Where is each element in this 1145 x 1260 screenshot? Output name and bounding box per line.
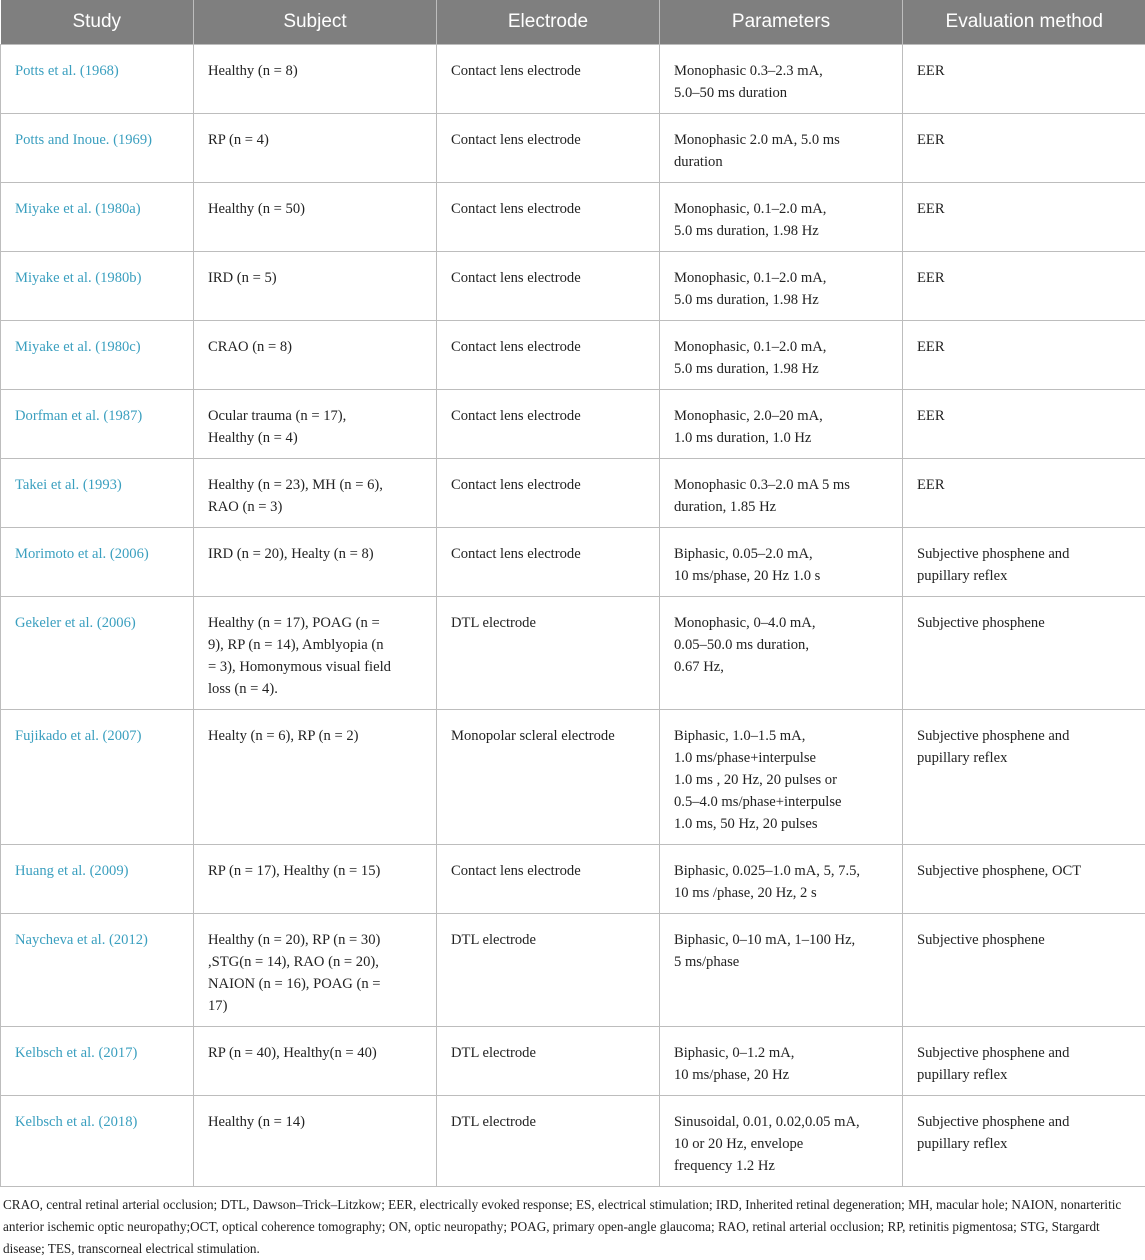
cell-study[interactable]: Kelbsch et al. (2017): [1, 1027, 194, 1096]
cell-study[interactable]: Huang et al. (2009): [1, 845, 194, 914]
cell-electrode: Contact lens electrode: [437, 114, 660, 183]
table-row: [1, 710, 1145, 845]
table-row: [1, 1096, 1145, 1187]
cell-subject: RP (n = 17), Healthy (n = 15): [194, 845, 437, 914]
cell-evaluation-method: EER: [903, 183, 1145, 252]
cell-electrode: DTL electrode: [437, 597, 660, 710]
cell-subject: Healthy (n = 50): [194, 183, 437, 252]
cell-subject: IRD (n = 5): [194, 252, 437, 321]
cell-subject: Healthy (n = 14): [194, 1096, 437, 1187]
table-footnote: CRAO, central retinal arterial occlusion; DTL, Dawson–Trick–Litzkow; EER, electrically evoked response; ES, electrical stimulation; IRD, Inherited retinal degeneration; MH, macular hole; NAION, nonarteritic anterior ischemic optic neuropathy;OCT, optical coherence tomography; ON, optic neuropathy; POAG, primary open-angle glaucoma; RAO, retinal arterial occlusion; RP, retinitis pigmentosa; STG, Stargardt disease; TES, transcorneal electrical stimulation.: [0, 1187, 1145, 1260]
cell-electrode: Contact lens electrode: [437, 528, 660, 597]
table-body: [1, 45, 1145, 1187]
cell-parameters: Monophasic 0.3–2.0 mA 5 ms duration, 1.85 Hz: [660, 459, 903, 528]
cell-electrode: Contact lens electrode: [437, 252, 660, 321]
cell-parameters: Biphasic, 1.0–1.5 mA, 1.0 ms/phase+interpulse 1.0 ms , 20 Hz, 20 pulses or 0.5–4.0 ms/phase+interpulse 1.0 ms, 50 Hz, 20 pulses: [660, 710, 903, 845]
cell-electrode: DTL electrode: [437, 914, 660, 1027]
cell-parameters: Biphasic, 0.05–2.0 mA, 10 ms/phase, 20 Hz 1.0 s: [660, 528, 903, 597]
table-row: [1, 45, 1145, 114]
cell-study[interactable]: Naycheva et al. (2012): [1, 914, 194, 1027]
cell-parameters: Monophasic 2.0 mA, 5.0 ms duration: [660, 114, 903, 183]
cell-study[interactable]: Potts et al. (1968): [1, 45, 194, 114]
cell-electrode: Contact lens electrode: [437, 45, 660, 114]
table-row: [1, 390, 1145, 459]
cell-evaluation-method: Subjective phosphene: [903, 597, 1145, 710]
cell-electrode: DTL electrode: [437, 1096, 660, 1187]
cell-evaluation-method: Subjective phosphene and pupillary reflex: [903, 710, 1145, 845]
cell-subject: RP (n = 40), Healthy(n = 40): [194, 1027, 437, 1096]
cell-parameters: Monophasic, 0.1–2.0 mA, 5.0 ms duration, 1.98 Hz: [660, 321, 903, 390]
cell-study[interactable]: Miyake et al. (1980b): [1, 252, 194, 321]
cell-evaluation-method: Subjective phosphene, OCT: [903, 845, 1145, 914]
cell-study[interactable]: Gekeler et al. (2006): [1, 597, 194, 710]
header-subject: Subject: [194, 0, 437, 45]
table-row: [1, 252, 1145, 321]
cell-subject: Healthy (n = 8): [194, 45, 437, 114]
cell-evaluation-method: EER: [903, 459, 1145, 528]
cell-subject: Healty (n = 6), RP (n = 2): [194, 710, 437, 845]
cell-parameters: Biphasic, 0–1.2 mA, 10 ms/phase, 20 Hz: [660, 1027, 903, 1096]
cell-study[interactable]: Morimoto et al. (2006): [1, 528, 194, 597]
header-electrode: Electrode: [437, 0, 660, 45]
table-header-row: [1, 0, 1145, 45]
cell-electrode: Monopolar scleral electrode: [437, 710, 660, 845]
cell-parameters: Monophasic 0.3–2.3 mA, 5.0–50 ms duration: [660, 45, 903, 114]
table-row: [1, 459, 1145, 528]
table-row: [1, 845, 1145, 914]
table-row: [1, 528, 1145, 597]
cell-evaluation-method: EER: [903, 114, 1145, 183]
cell-subject: IRD (n = 20), Healty (n = 8): [194, 528, 437, 597]
cell-electrode: Contact lens electrode: [437, 183, 660, 252]
cell-electrode: DTL electrode: [437, 1027, 660, 1096]
cell-parameters: Biphasic, 0.025–1.0 mA, 5, 7.5, 10 ms /phase, 20 Hz, 2 s: [660, 845, 903, 914]
table-row: [1, 321, 1145, 390]
cell-electrode: Contact lens electrode: [437, 390, 660, 459]
cell-evaluation-method: EER: [903, 252, 1145, 321]
cell-subject: Healthy (n = 20), RP (n = 30) ,STG(n = 14), RAO (n = 20), NAION (n = 16), POAG (n = 17): [194, 914, 437, 1027]
cell-parameters: Monophasic, 0.1–2.0 mA, 5.0 ms duration, 1.98 Hz: [660, 183, 903, 252]
cell-subject: CRAO (n = 8): [194, 321, 437, 390]
cell-study[interactable]: Miyake et al. (1980a): [1, 183, 194, 252]
header-evaluation-method: Evaluation method: [903, 0, 1145, 45]
cell-evaluation-method: EER: [903, 45, 1145, 114]
table-row: [1, 1027, 1145, 1096]
cell-study[interactable]: Dorfman et al. (1987): [1, 390, 194, 459]
header-parameters: Parameters: [660, 0, 903, 45]
cell-electrode: Contact lens electrode: [437, 321, 660, 390]
cell-electrode: Contact lens electrode: [437, 459, 660, 528]
cell-evaluation-method: EER: [903, 321, 1145, 390]
header-study: Study: [1, 0, 194, 45]
cell-parameters: Monophasic, 2.0–20 mA, 1.0 ms duration, 1.0 Hz: [660, 390, 903, 459]
cell-study[interactable]: Potts and Inoue. (1969): [1, 114, 194, 183]
cell-study[interactable]: Kelbsch et al. (2018): [1, 1096, 194, 1187]
cell-evaluation-method: EER: [903, 390, 1145, 459]
table-row: [1, 597, 1145, 710]
cell-evaluation-method: Subjective phosphene and pupillary reflex: [903, 1027, 1145, 1096]
table-row: [1, 183, 1145, 252]
cell-subject: Healthy (n = 17), POAG (n = 9), RP (n = 14), Amblyopia (n = 3), Homonymous visual field loss (n = 4).: [194, 597, 437, 710]
cell-parameters: Monophasic, 0–4.0 mA, 0.05–50.0 ms duration, 0.67 Hz,: [660, 597, 903, 710]
cell-study[interactable]: Miyake et al. (1980c): [1, 321, 194, 390]
cell-electrode: Contact lens electrode: [437, 845, 660, 914]
cell-subject: RP (n = 4): [194, 114, 437, 183]
cell-study[interactable]: Fujikado et al. (2007): [1, 710, 194, 845]
cell-evaluation-method: Subjective phosphene and pupillary reflex: [903, 528, 1145, 597]
cell-study[interactable]: Takei et al. (1993): [1, 459, 194, 528]
cell-parameters: Biphasic, 0–10 mA, 1–100 Hz, 5 ms/phase: [660, 914, 903, 1027]
table-row: [1, 914, 1145, 1027]
cell-evaluation-method: Subjective phosphene: [903, 914, 1145, 1027]
cell-parameters: Sinusoidal, 0.01, 0.02,0.05 mA, 10 or 20 Hz, envelope frequency 1.2 Hz: [660, 1096, 903, 1187]
table-row: [1, 114, 1145, 183]
cell-evaluation-method: Subjective phosphene and pupillary reflex: [903, 1096, 1145, 1187]
cell-subject: Ocular trauma (n = 17), Healthy (n = 4): [194, 390, 437, 459]
cell-parameters: Monophasic, 0.1–2.0 mA, 5.0 ms duration, 1.98 Hz: [660, 252, 903, 321]
cell-subject: Healthy (n = 23), MH (n = 6), RAO (n = 3): [194, 459, 437, 528]
